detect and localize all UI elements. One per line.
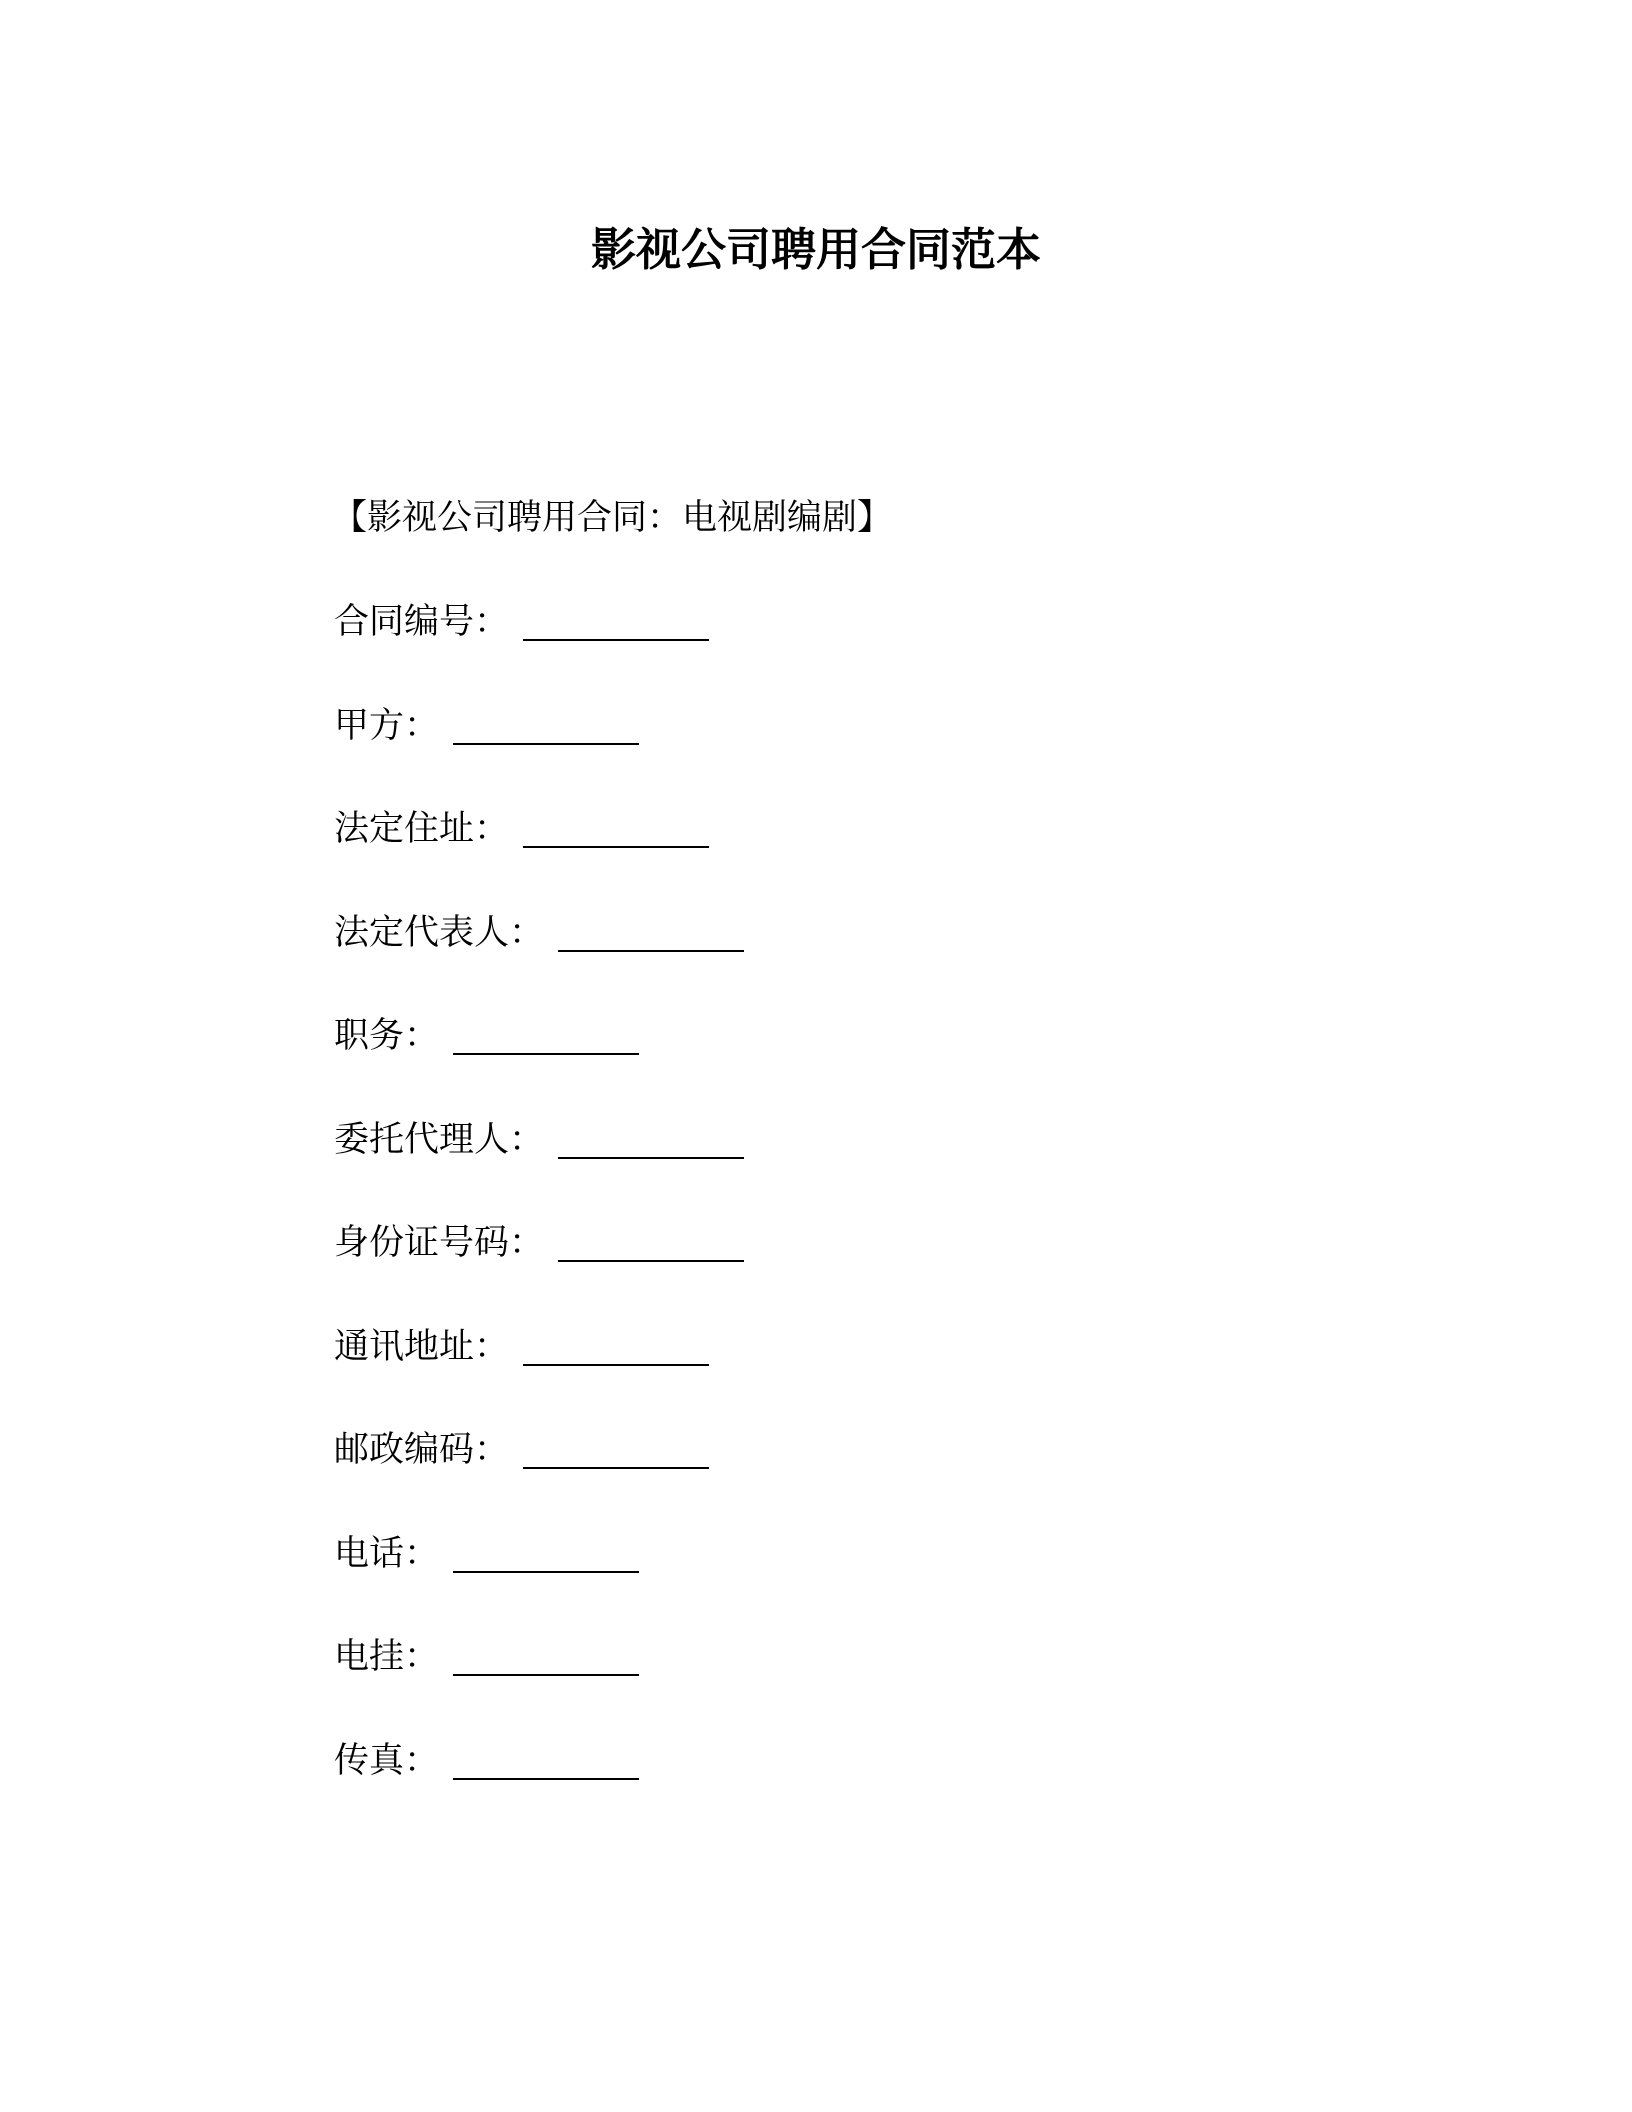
field-colon: ： [474,1430,510,1470]
field-colon: ： [404,1740,440,1781]
field-label: 甲方 [334,705,405,746]
field-fax [334,1731,1434,1835]
blank-line [558,1222,744,1262]
field-label: 通讯地址 [334,1326,475,1367]
blank-line [558,912,744,952]
field-id-number [334,1213,1434,1317]
field-party-a [334,696,1434,800]
field-contract-number [334,592,1434,696]
blank-line [523,601,709,641]
field-label: 邮政编码 [334,1430,475,1470]
field-label: 身份证号码 [334,1223,510,1263]
field-legal-representative [334,903,1434,1007]
field-colon: ： [404,1533,440,1574]
field-phone [334,1524,1434,1628]
field-colon: ： [509,912,545,953]
blank-line [453,1740,639,1780]
blank-line [523,1429,709,1469]
field-label: 委托代理人 [334,1119,510,1160]
document-title: 影视公司聘用合同范本 [590,223,1041,276]
field-label: 职务 [334,1016,405,1056]
blank-line [453,1636,639,1676]
field-telegraph [334,1627,1434,1731]
blank-line [453,705,639,745]
field-colon: ： [404,705,440,746]
blank-line [453,1015,639,1055]
field-label: 电话 [334,1533,405,1574]
field-label: 法定代表人 [334,912,510,953]
field-colon: ： [474,602,510,642]
field-colon: ： [509,1223,545,1263]
field-mailing-address [334,1317,1434,1421]
field-legal-address [334,799,1434,903]
field-label: 合同编号 [334,602,475,642]
field-label: 法定住址 [334,809,475,849]
blank-line [558,1119,744,1159]
blank-line [453,1533,639,1573]
blank-line [523,808,709,848]
field-label: 传真 [334,1740,405,1781]
field-colon: ： [404,1016,440,1056]
field-position [334,1006,1434,1110]
blank-line [523,1326,709,1366]
field-colon: ： [474,1326,510,1367]
field-authorized-agent [334,1110,1434,1214]
field-colon: ： [404,1637,440,1677]
field-colon: ： [509,1119,545,1160]
document-subtitle: 【影视公司聘用合同：电视剧编剧】 [332,498,893,538]
contract-fields [334,592,1434,1834]
field-label: 电挂 [334,1637,405,1677]
field-postal-code [334,1420,1434,1524]
field-colon: ： [474,809,510,849]
